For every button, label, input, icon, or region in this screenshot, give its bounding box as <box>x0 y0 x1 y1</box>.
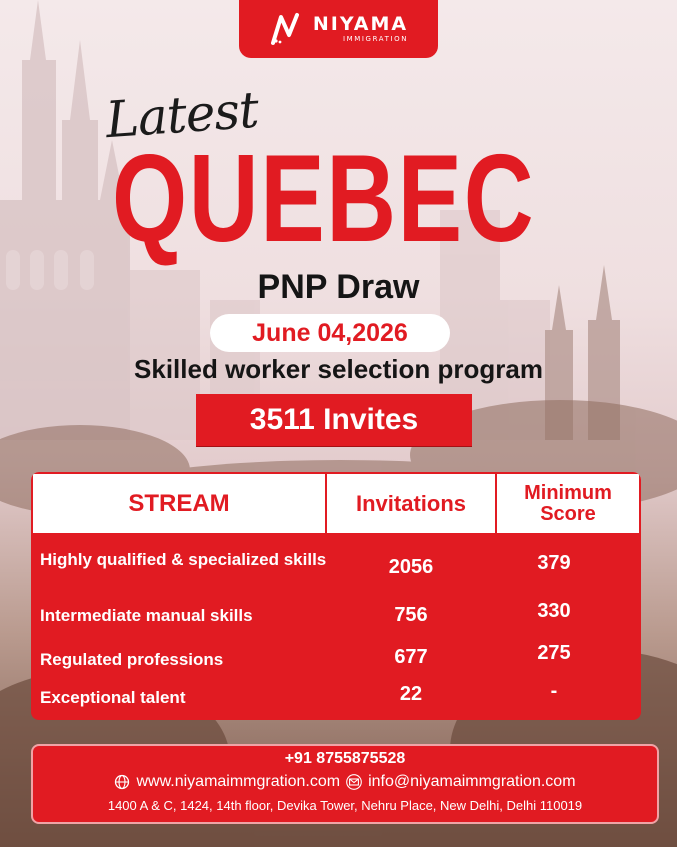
row-invitations: 2056 <box>388 556 434 578</box>
draw-date: June 04,2026 <box>210 314 450 352</box>
table-header <box>31 472 641 535</box>
invites-badge: 3511 Invites <box>196 394 472 446</box>
niyama-logo-icon <box>269 11 305 47</box>
brand-name: NIYAMA <box>312 13 409 35</box>
row-invitations: 756 <box>394 604 428 626</box>
brand-text <box>313 15 408 43</box>
header-invitations: Invitations <box>325 472 497 535</box>
program-name: Skilled worker selection program <box>134 354 543 384</box>
latest-script-title: Latest <box>103 80 260 150</box>
contact-line <box>33 773 657 791</box>
row-score: - <box>550 680 558 702</box>
email-link[interactable]: info@niyamaimmgration.com <box>368 773 576 790</box>
row-stream: Highly qualified & specialized skills <box>40 550 327 569</box>
globe-icon <box>114 774 130 790</box>
results-table <box>31 472 641 720</box>
row-invitations: 677 <box>394 646 428 668</box>
header-stream: STREAM <box>31 472 327 535</box>
row-stream: Regulated professions <box>40 650 224 669</box>
envelope-icon <box>346 774 362 790</box>
draw-title: PNP Draw <box>257 268 420 306</box>
row-stream: Intermediate manual skills <box>40 606 253 625</box>
brand-logo <box>239 0 438 58</box>
province-title: QUEBEC <box>112 130 536 268</box>
header-minimum-score: Minimum Score <box>495 472 641 535</box>
phone-number[interactable]: +91 8755875528 <box>284 750 406 767</box>
row-score: 275 <box>537 642 571 664</box>
brand-subtitle: IMMIGRATION <box>342 35 409 43</box>
contact-footer <box>31 744 659 824</box>
office-address: 1400 A & C, 1424, 14th floor, Devika Tower, Nehru Place, New Delhi, Delhi 110019 <box>107 798 583 813</box>
row-score: 330 <box>537 600 571 622</box>
website-link[interactable]: www.niyamaimmgration.com <box>136 773 341 790</box>
row-stream: Exceptional talent <box>40 688 186 707</box>
row-score: 379 <box>537 552 571 574</box>
row-invitations: 22 <box>399 683 423 705</box>
